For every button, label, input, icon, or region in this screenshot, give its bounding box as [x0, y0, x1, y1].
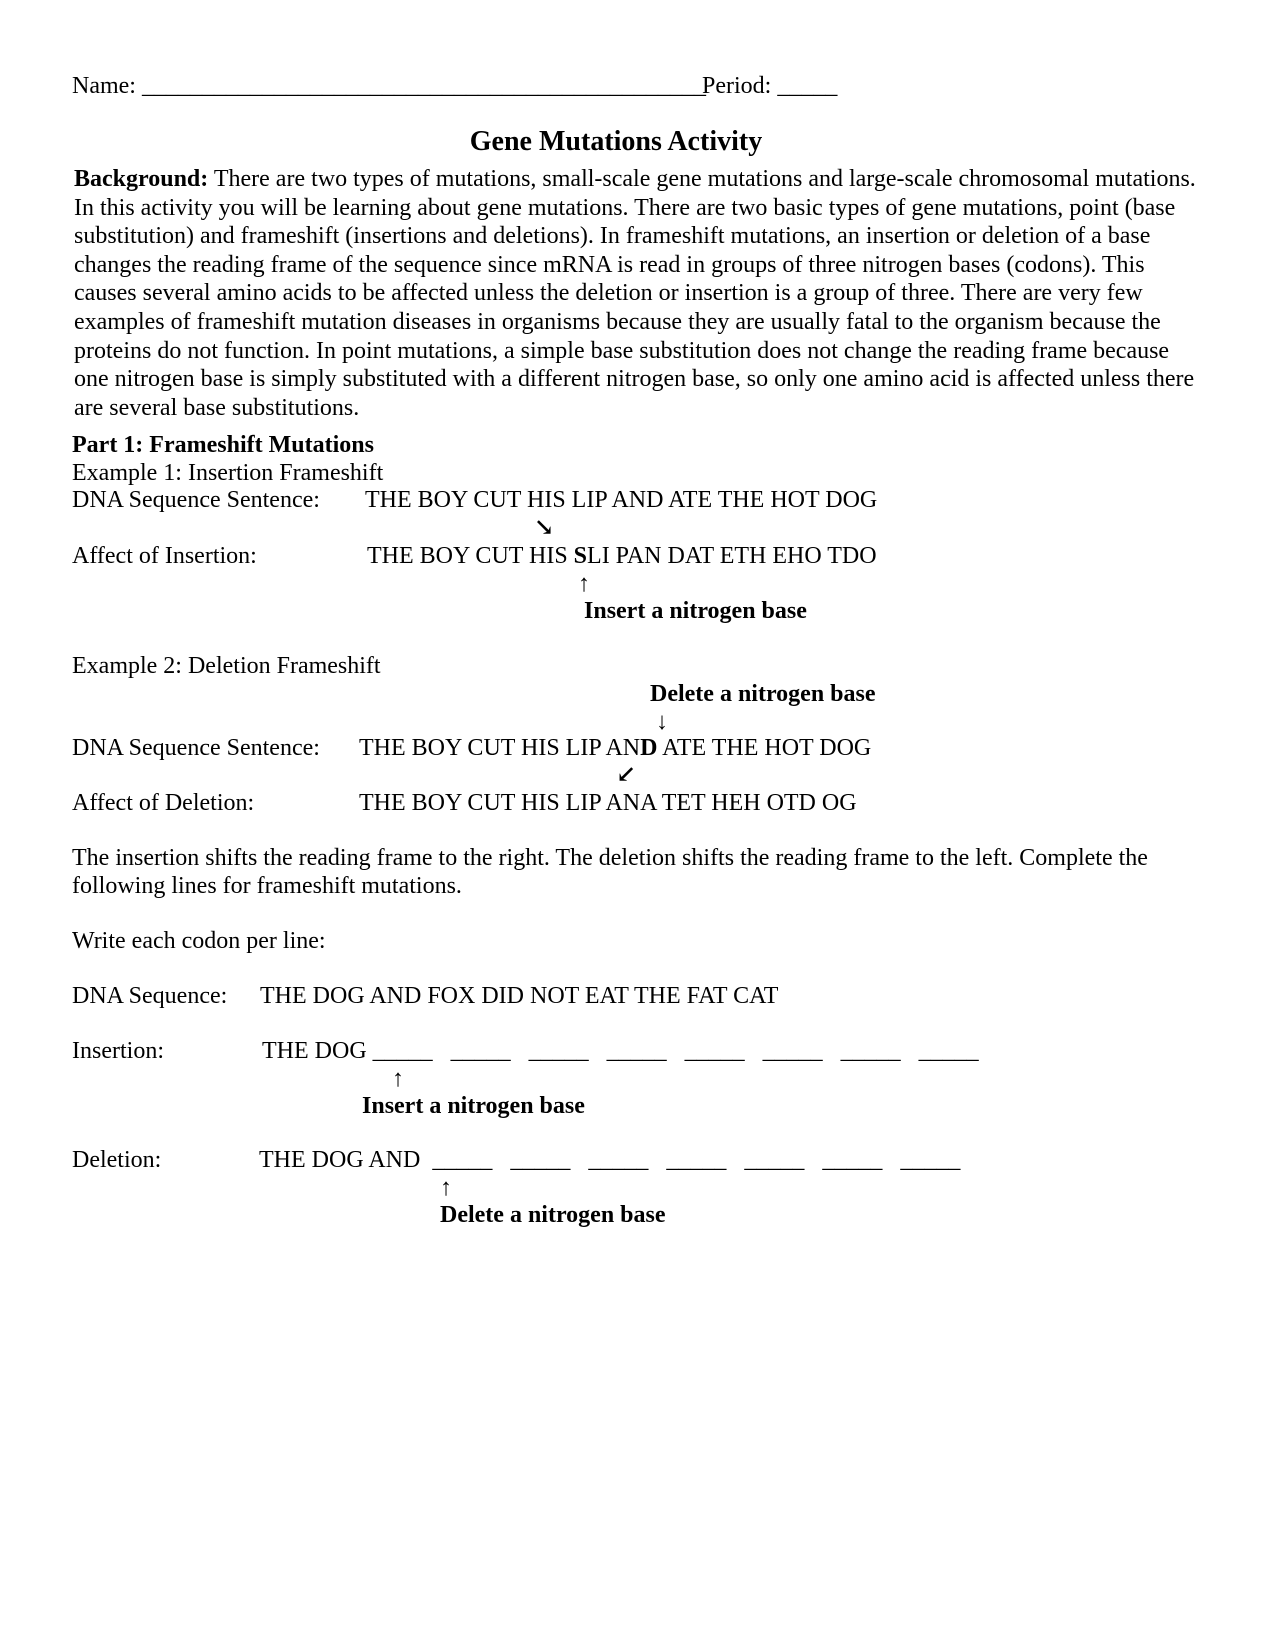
- background-text: There are two types of mutations, small-scale gene mutations and large-scale chromosomal mutations. In this activity you will be learning about gene mutations. There are two basic types of gene mutations, point (base substitution) and frameshift (insertions and deletions). In frameshift mutations, an insertion or deletion of a base changes the reading frame of the sequence since mRNA is read in groups of three nitrogen bases (codons). This causes several amino acids to be affected unless the deletion or insertion is a group of three. There are very few examples of frameshift mutation diseases in organisms because they are usually fatal to the organism because the proteins do not function. In point mutations, a simple base substitution does not change the reading frame because one nitrogen base is simply substituted with a different nitrogen base, so only one amino acid is affected unless there are several base substitutions.: [74, 166, 1196, 421]
- example1-label: Example 1: Insertion Frameshift: [72, 460, 384, 486]
- example1-dna-label: DNA Sequence Sentence:: [72, 487, 320, 513]
- deletion-label: Deletion:: [72, 1147, 162, 1173]
- diagonal-down-left-arrow-icon: ↙: [616, 762, 637, 788]
- example2-note: Delete a nitrogen base: [650, 681, 876, 707]
- deleted-base: D: [640, 735, 658, 761]
- part1-heading: Part 1: Frameshift Mutations: [72, 432, 374, 458]
- insertion-note: Insert a nitrogen base: [362, 1093, 585, 1119]
- period-field-label[interactable]: Period: _____: [702, 73, 838, 99]
- example2-affect-text: THE BOY CUT HIS LIP ANA TET HEH OTD OG: [359, 790, 857, 816]
- deletion-answer-blanks[interactable]: THE DOG AND _____ _____ _____ _____ _____ _____ _____: [259, 1147, 961, 1173]
- example1-dna-text: THE BOY CUT HIS LIP AND ATE THE HOT DOG: [365, 487, 878, 513]
- example2-affect-label: Affect of Deletion:: [72, 790, 255, 816]
- down-arrow-icon: ↓: [656, 709, 668, 735]
- background-paragraph: [74, 165, 1204, 422]
- explanation-text: The insertion shifts the reading frame to the right. The deletion shifts the reading frame to the left. Complete the following lines for frameshift mutations.: [72, 845, 1148, 899]
- example2-label: Example 2: Deletion Frameshift: [72, 653, 381, 679]
- inserted-base: S: [573, 543, 588, 569]
- instruction-text: Write each codon per line:: [72, 928, 326, 954]
- exercise-dna-text: THE DOG AND FOX DID NOT EAT THE FAT CAT: [260, 983, 779, 1009]
- example2-dna-pre: THE BOY CUT HIS LIP AN: [359, 735, 641, 761]
- example2-dna-line: [359, 734, 871, 762]
- deletion-note: Delete a nitrogen base: [440, 1202, 666, 1228]
- deletion-up-arrow-icon: ↑: [440, 1175, 452, 1201]
- insertion-up-arrow-icon: ↑: [392, 1066, 404, 1092]
- background-label: Background:: [74, 166, 209, 192]
- diagonal-down-right-arrow-icon: ↘: [534, 515, 555, 541]
- example1-affect-label: Affect of Insertion:: [72, 543, 257, 569]
- exercise-dna-label: DNA Sequence:: [72, 983, 228, 1009]
- example1-note: Insert a nitrogen base: [584, 598, 807, 624]
- insertion-answer-blanks[interactable]: THE DOG _____ _____ _____ _____ _____ _____ _____ _____: [262, 1038, 979, 1064]
- example2-dna-label: DNA Sequence Sentence:: [72, 735, 320, 761]
- example2-dna-post: ATE THE HOT DOG: [657, 735, 872, 761]
- example1-affect-line: [367, 542, 877, 570]
- insertion-label: Insertion:: [72, 1038, 164, 1064]
- example1-affect-post: LI PAN DAT ETH EHO TDO: [587, 543, 877, 569]
- name-field-label[interactable]: Name: _______________________________________________: [72, 73, 706, 99]
- example1-affect-pre: THE BOY CUT HIS: [367, 543, 574, 569]
- up-arrow-icon: ↑: [578, 571, 590, 597]
- page-title: Gene Mutations Activity: [469, 126, 763, 157]
